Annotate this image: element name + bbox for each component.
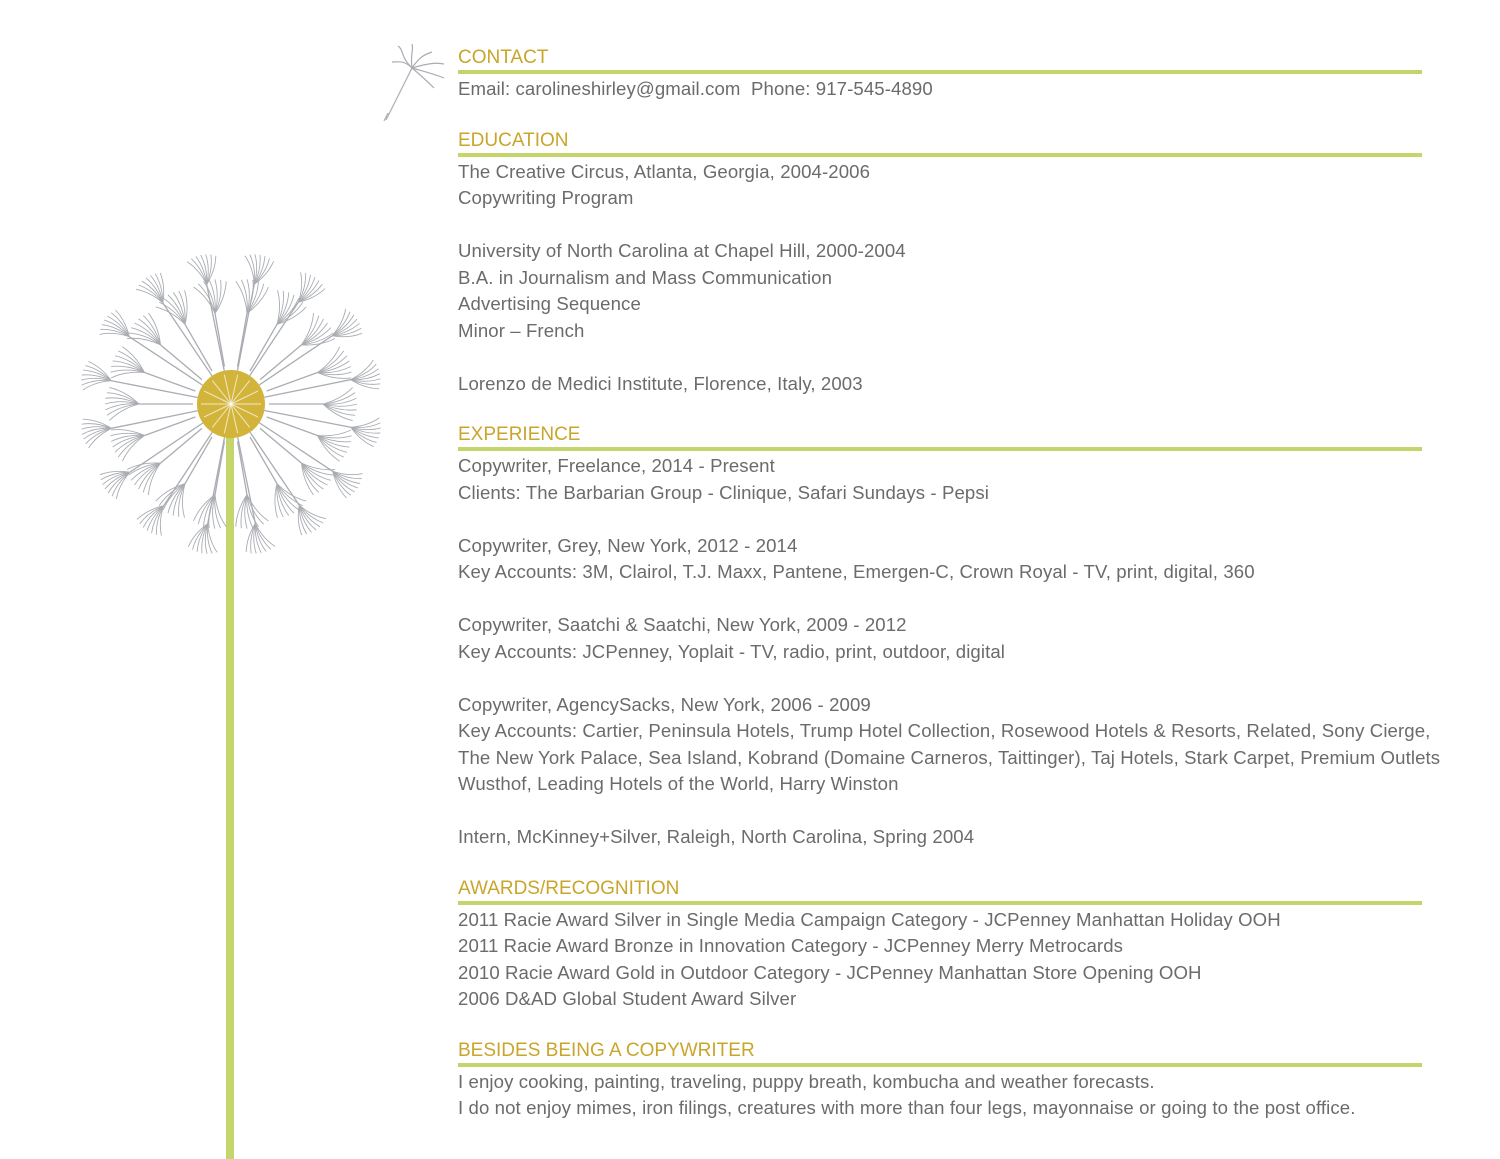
education-section xyxy=(458,129,1468,398)
award-line: 2011 Racie Award Bronze in Innovation Category - JCPenney Merry Metrocards xyxy=(458,935,1124,956)
section-divider xyxy=(458,70,1422,74)
section-spacer xyxy=(458,397,1468,423)
experience-line: Wusthof, Leading Hotels of the World, Harry Winston xyxy=(458,773,899,794)
experience-line: Copywriter, Freelance, 2014 - Present xyxy=(458,455,775,476)
education-lines xyxy=(458,159,1468,398)
besides-line: I enjoy cooking, painting, traveling, puppy breath, kombucha and weather forecasts. xyxy=(458,1070,1155,1092)
award-line: 2010 Racie Award Gold in Outdoor Category - JCPenney Manhattan Store Opening OOH xyxy=(458,961,1202,983)
experience-line: Intern, McKinney+Silver, Raleigh, North Carolina, Spring 2004 xyxy=(458,826,975,847)
education-line: Lorenzo de Medici Institute, Florence, Italy, 2003 xyxy=(458,372,863,394)
education-heading: EDUCATION xyxy=(458,129,569,151)
education-line: Minor – French xyxy=(458,319,585,341)
section-divider xyxy=(458,447,1422,451)
besides-section xyxy=(458,1039,1468,1122)
contact-line: Email: carolineshirley@gmail.com Phone: 917-545-4890 xyxy=(458,78,933,99)
dandelion-seed-icon xyxy=(384,44,444,121)
section-divider xyxy=(458,153,1422,157)
education-line xyxy=(458,344,1468,371)
experience-line: Copywriter, AgencySacks, New York, 2006 - 2009 xyxy=(458,693,871,715)
resume-content xyxy=(458,46,1468,1122)
section-divider xyxy=(458,901,1422,905)
besides-heading: BESIDES BEING A COPYWRITER xyxy=(458,1039,755,1061)
contact-heading: CONTACT xyxy=(458,47,549,68)
experience-line: Key Accounts: Cartier, Peninsula Hotels, Trump Hotel Collection, Rosewood Hotels & Resorts, Related, Sony Cierge, xyxy=(458,720,1431,741)
education-line: B.A. in Journalism and Mass Communication xyxy=(458,266,833,288)
besides-lines xyxy=(458,1069,1468,1122)
experience-section xyxy=(458,423,1468,851)
experience-line: Copywriter, Grey, New York, 2012 - 2014 xyxy=(458,534,798,556)
experience-line: Key Accounts: JCPenney, Yoplait - TV, radio, print, outdoor, digital xyxy=(458,640,1006,662)
besides-line: I do not enjoy mimes, iron filings, creatures with more than four legs, mayonnaise or going to the post office. xyxy=(458,1097,1356,1118)
dandelion-stem xyxy=(226,420,234,1159)
award-line: 2011 Racie Award Silver in Single Media Campaign Category - JCPenney Manhattan Holiday OOH xyxy=(458,908,1281,930)
contact-section xyxy=(458,46,1468,103)
awards-section xyxy=(458,877,1468,1013)
experience-line xyxy=(458,665,1468,692)
awards-heading: AWARDS/RECOGNITION xyxy=(458,877,680,899)
awards-lines xyxy=(458,907,1468,1013)
section-spacer xyxy=(458,1013,1468,1039)
dandelion-illustration xyxy=(0,0,460,1159)
experience-line: Key Accounts: 3M, Clairol, T.J. Maxx, Pantene, Emergen-C, Crown Royal - TV, print, digital, 360 xyxy=(458,561,1255,582)
section-divider xyxy=(458,1063,1422,1067)
experience-line: Copywriter, Saatchi & Saatchi, New York, 2009 - 2012 xyxy=(458,614,907,635)
education-line xyxy=(458,212,1468,239)
education-line: The Creative Circus, Atlanta, Georgia, 2004-2006 xyxy=(458,160,871,182)
experience-line xyxy=(458,798,1468,825)
section-spacer xyxy=(458,103,1468,129)
experience-line xyxy=(458,506,1468,533)
section-spacer xyxy=(458,851,1468,877)
experience-lines xyxy=(458,453,1468,851)
experience-heading: EXPERIENCE xyxy=(458,424,581,445)
award-line: 2006 D&AD Global Student Award Silver xyxy=(458,988,797,1009)
education-line: Copywriting Program xyxy=(458,187,634,208)
education-line: Advertising Sequence xyxy=(458,293,641,314)
education-line: University of North Carolina at Chapel Hill, 2000-2004 xyxy=(458,240,906,261)
experience-line: The New York Palace, Sea Island, Kobrand (Domaine Carneros, Taittinger), Taj Hotels, Stark Carpet, Premium Outlets xyxy=(458,746,1441,768)
experience-line xyxy=(458,586,1468,613)
experience-line: Clients: The Barbarian Group - Clinique, Safari Sundays - Pepsi xyxy=(458,481,989,503)
